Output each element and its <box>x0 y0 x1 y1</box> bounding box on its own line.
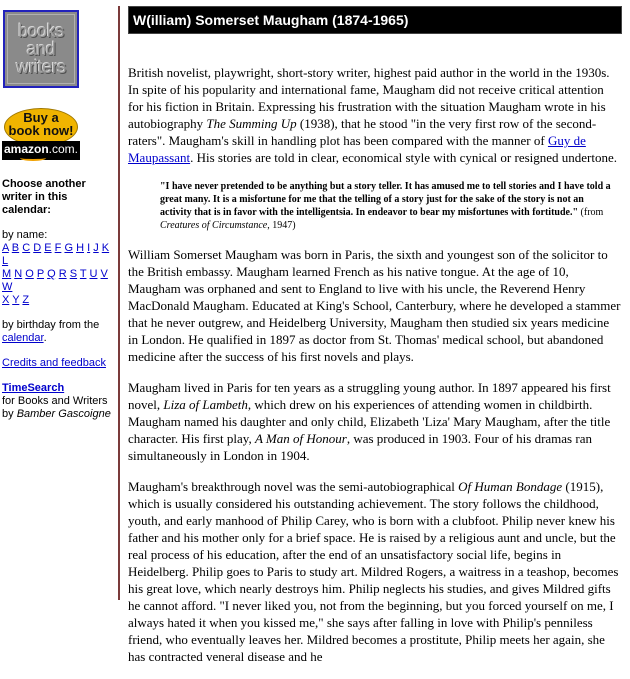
letter-link-o[interactable]: O <box>25 268 34 280</box>
letter-link-a[interactable]: A <box>2 242 9 254</box>
letter-link-t[interactable]: T <box>79 268 87 280</box>
letter-link-n[interactable]: N <box>14 268 23 280</box>
logo-text-line: writers <box>16 57 66 77</box>
amazon-brand-tail: .com. <box>48 142 79 156</box>
author-name: Bamber Gascoigne <box>16 408 111 420</box>
quote-source-suffix: , 1947) <box>267 220 296 231</box>
letter-link-r[interactable]: R <box>58 268 67 280</box>
text: (1938), that he stood "in the very first row of the second-raters". Maugham's skill in handling plot has been compared with the manner of <box>128 116 597 148</box>
logo-text-line: books <box>18 21 64 41</box>
timesearch-link[interactable]: TimeSearch <box>2 382 65 394</box>
letter-link-b[interactable]: B <box>11 242 20 254</box>
quote-text: "I have never pretended to be anything but a story teller. It has amused me to tell stories and I have told a great many. It is a misfortune for me that the telling of a story just for the sake of the story is not an activity that is in favor with the intelligentsia. In endeavor to bear my misfortunes with fortitude." <box>160 181 611 218</box>
text: . His stories are told in clear, economical style with cynical or resigned undertone. <box>190 150 618 165</box>
letter-link-i[interactable]: I <box>87 242 91 254</box>
letter-link-f[interactable]: F <box>54 242 62 254</box>
intro-paragraph <box>128 64 622 166</box>
text: British novelist, playwright, short-story writer, highest paid author in the world in the 1930s. In spite of his popularity and international fame, Maugham did not receive critical attention for his fiction in Britain. Expressing his frustration with the situation Maugham wrote in his autobiography <box>128 65 610 131</box>
letter-link-m[interactable]: M <box>2 268 12 280</box>
biography-paragraph: William Somerset Maugham was born in Paris, the sixth and youngest son of the solicitor to the British embassy. Maugham learned French as his native tongue. At the age of 10, Maugham was orphaned and sent to England to live with his uncle, the Reverend Henry MacDonald Maugham. Educated at King's School, Canterbury, where he developed a stammer that he never outgrew, and Heidelberg University, Maugham then studied six years medicine in London. He qualified in 1897 as doctor from St. Thomas' medical school, but abandoned medicine after the success of his first novels and plays. <box>128 247 621 364</box>
letter-link-s[interactable]: S <box>69 268 78 280</box>
logo-text-line: and <box>26 39 56 59</box>
letter-link-c[interactable]: C <box>22 242 31 254</box>
book-title: A Man of Honour <box>254 431 347 446</box>
letter-link-z[interactable]: Z <box>22 294 30 306</box>
amazon-buy-text <box>2 111 80 137</box>
letter-link-k[interactable]: K <box>101 242 110 254</box>
letter-link-g[interactable]: G <box>64 242 73 254</box>
letter-link-y[interactable]: Y <box>12 294 20 306</box>
page-title: W(illiam) Somerset Maugham (1874-1965) <box>128 6 622 34</box>
by-birthday-label: by birthday from the <box>2 319 100 331</box>
amazon-smile-icon <box>20 155 46 161</box>
quote-block <box>160 180 614 232</box>
letter-link-d[interactable]: D <box>33 242 42 254</box>
bondage-paragraph <box>128 478 622 665</box>
text: (1915), which is usually considered his outstanding achievement. The story follows the childhood, youth, and early manhood of Philip Carey, who is born with a clubfoot. Philip never knew his father and his mother only for a brief space. He is raised by a religious aunt and uncle, but the real process of his education, after the end of an unsatisfactory social life, begins in Heidelberg. Philip goes to Paris to study art. Mildred Rogers, a waitress in a teashop, becomes his great love, which nearly destroys him. Philip neglects his studies, and gives Mildred gifts he cannot afford. "I never liked you, not from the beginning, but you forced yourself on me, I always hated it when you kissed me," she says after falling in love with Philip's penniless friend, who eventually leaves her. Mildred becomes a prostitute, Philip meets her again, she has contracted veneral disease and he <box>128 479 619 664</box>
quote-source-book: Creatures of Circumstance <box>160 220 268 231</box>
amazon-buy-button[interactable] <box>2 108 80 160</box>
amazon-line1: Buy a <box>23 110 59 125</box>
writer-navigation <box>2 178 116 433</box>
by-birthday-section <box>2 319 116 345</box>
letter-link-w[interactable]: W <box>2 281 13 293</box>
book-title: Of Human Bondage <box>458 479 563 494</box>
timesearch-subtitle: for Books and Writers <box>2 395 108 407</box>
maupassant-link[interactable]: Guy de Maupassant <box>128 133 586 165</box>
text: Maugham lived in Paris for ten years as a struggling young author. In 1897 appeared his first novel, <box>128 380 611 412</box>
text: Maugham's breakthrough novel was the semi-autobiographical <box>128 479 459 494</box>
by-label: by <box>2 408 14 420</box>
letter-link-v[interactable]: V <box>100 268 108 280</box>
credits-section <box>2 357 116 370</box>
letter-links <box>2 242 109 306</box>
amazon-line2: book now! <box>8 123 74 138</box>
quote-source: (from <box>578 207 604 218</box>
letter-link-l[interactable]: L <box>2 255 9 267</box>
letter-link-p[interactable]: P <box>36 268 45 280</box>
text: , was produced in 1903. Four of his dramas ran simultaneously in London in 1904. <box>128 431 592 463</box>
letter-link-e[interactable]: E <box>44 242 52 254</box>
credits-link[interactable]: Credits and feedback <box>2 357 106 369</box>
by-name-section <box>2 229 116 307</box>
letter-link-x[interactable]: X <box>2 294 10 306</box>
text: , which drew on his experiences of attending women in childbirth. Maugham named his daughter and only child, Elizabeth 'Liza' Mary Maugham, after the title character. His first play, <box>128 397 611 446</box>
paris-paragraph <box>128 379 622 464</box>
calendar-link[interactable]: calendar <box>2 332 44 344</box>
column-divider <box>118 6 120 600</box>
timesearch-section <box>2 382 116 421</box>
article <box>128 6 622 679</box>
book-title: The Summing Up <box>206 116 297 131</box>
by-birthday-suffix: . <box>43 332 47 344</box>
letter-link-q[interactable]: Q <box>47 268 56 280</box>
amazon-brand: amazon <box>3 142 49 156</box>
books-and-writers-logo[interactable] <box>3 10 79 88</box>
by-name-label: by name: <box>2 229 48 241</box>
letter-link-h[interactable]: H <box>76 242 85 254</box>
choose-heading: Choose another writer in this calendar: <box>2 178 86 216</box>
letter-link-u[interactable]: U <box>89 268 98 280</box>
book-title: Liza of Lambeth <box>163 397 248 412</box>
letter-link-j[interactable]: J <box>93 242 99 254</box>
